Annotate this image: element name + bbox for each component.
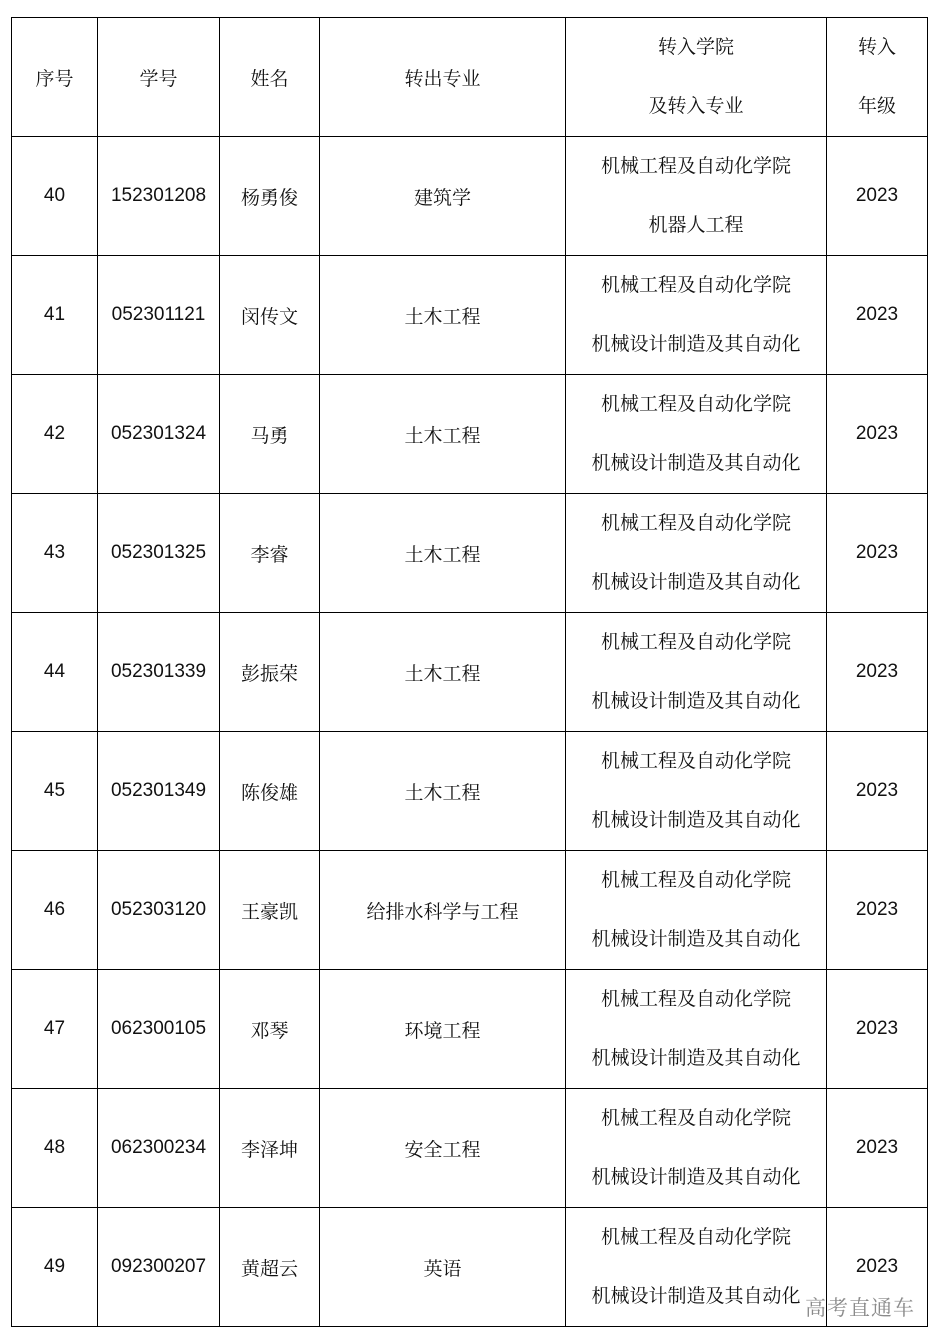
cell-name: 李睿 <box>220 494 320 613</box>
cell-student-id: 152301208 <box>98 137 220 256</box>
cell-to-major: 机械设计制造及其自动化 <box>591 571 801 593</box>
cell-name: 黄超云 <box>220 1208 320 1327</box>
cell-grade: 2023 <box>827 137 928 256</box>
cell-to-major: 机器人工程 <box>648 214 744 236</box>
cell-name: 邓琴 <box>220 970 320 1089</box>
cell-name: 闵传文 <box>220 256 320 375</box>
cell-seq: 41 <box>12 256 98 375</box>
cell-seq: 44 <box>12 613 98 732</box>
cell-grade: 2023 <box>827 375 928 494</box>
cell-to-major: 机械设计制造及其自动化 <box>591 1166 801 1188</box>
cell-from-major: 土木工程 <box>320 613 566 732</box>
table-row <box>12 256 928 375</box>
cell-student-id: 052301121 <box>98 256 220 375</box>
cell-seq: 47 <box>12 970 98 1089</box>
cell-grade: 2023 <box>827 851 928 970</box>
header-seq: 序号 <box>12 18 98 137</box>
cell-student-id: 052301339 <box>98 613 220 732</box>
header-to-college-line1: 转入学院 <box>657 36 734 58</box>
cell-name: 马勇 <box>220 375 320 494</box>
cell-name: 王豪凯 <box>220 851 320 970</box>
cell-seq: 48 <box>12 1089 98 1208</box>
header-grade <box>827 18 928 137</box>
cell-to-college-name: 机械工程及自动化学院 <box>600 274 791 296</box>
header-grade-line2: 年级 <box>857 95 896 117</box>
header-to-college <box>566 18 827 137</box>
cell-seq: 49 <box>12 1208 98 1327</box>
cell-to-college <box>566 732 827 851</box>
table-row <box>12 494 928 613</box>
cell-to-college-name: 机械工程及自动化学院 <box>600 1226 791 1248</box>
cell-student-id: 052301349 <box>98 732 220 851</box>
cell-to-major: 机械设计制造及其自动化 <box>591 1285 801 1307</box>
cell-grade: 2023 <box>827 970 928 1089</box>
cell-from-major: 土木工程 <box>320 494 566 613</box>
cell-grade: 2023 <box>827 494 928 613</box>
cell-to-college-name: 机械工程及自动化学院 <box>600 512 791 534</box>
cell-student-id: 052303120 <box>98 851 220 970</box>
cell-to-college-name: 机械工程及自动化学院 <box>600 393 791 415</box>
cell-to-major: 机械设计制造及其自动化 <box>591 333 801 355</box>
cell-seq: 40 <box>12 137 98 256</box>
cell-to-major: 机械设计制造及其自动化 <box>591 809 801 831</box>
transfer-roster-table <box>11 17 928 1327</box>
cell-seq: 43 <box>12 494 98 613</box>
table-row <box>12 1089 928 1208</box>
cell-name: 陈俊雄 <box>220 732 320 851</box>
cell-to-college <box>566 375 827 494</box>
cell-student-id: 052301325 <box>98 494 220 613</box>
table-row <box>12 137 928 256</box>
table-row <box>12 1208 928 1327</box>
cell-to-major: 机械设计制造及其自动化 <box>591 928 801 950</box>
cell-from-major: 土木工程 <box>320 256 566 375</box>
cell-grade: 2023 <box>827 613 928 732</box>
header-from-major: 转出专业 <box>320 18 566 137</box>
cell-to-college <box>566 1208 827 1327</box>
cell-to-college-name: 机械工程及自动化学院 <box>600 750 791 772</box>
cell-to-college <box>566 256 827 375</box>
header-grade-line1: 转入 <box>857 36 896 58</box>
cell-from-major: 土木工程 <box>320 375 566 494</box>
cell-to-college <box>566 851 827 970</box>
cell-to-college <box>566 494 827 613</box>
cell-to-college-name: 机械工程及自动化学院 <box>600 1107 791 1129</box>
cell-to-major: 机械设计制造及其自动化 <box>591 690 801 712</box>
cell-to-college <box>566 613 827 732</box>
cell-name: 杨勇俊 <box>220 137 320 256</box>
table-row <box>12 970 928 1089</box>
header-name: 姓名 <box>220 18 320 137</box>
cell-to-college <box>566 137 827 256</box>
cell-grade: 2023 <box>827 732 928 851</box>
cell-from-major: 土木工程 <box>320 732 566 851</box>
cell-from-major: 环境工程 <box>320 970 566 1089</box>
watermark-text: 高考直通车 <box>805 1296 915 1320</box>
table-row <box>12 732 928 851</box>
cell-to-college-name: 机械工程及自动化学院 <box>600 869 791 891</box>
cell-student-id: 062300105 <box>98 970 220 1089</box>
cell-to-college-name: 机械工程及自动化学院 <box>600 988 791 1010</box>
cell-from-major: 建筑学 <box>320 137 566 256</box>
cell-name: 李泽坤 <box>220 1089 320 1208</box>
cell-student-id: 062300234 <box>98 1089 220 1208</box>
header-to-college-line2: 及转入专业 <box>648 95 744 117</box>
cell-seq: 46 <box>12 851 98 970</box>
table-row <box>12 613 928 732</box>
cell-grade: 2023 <box>827 1208 928 1327</box>
cell-to-major: 机械设计制造及其自动化 <box>591 1047 801 1069</box>
cell-grade: 2023 <box>827 256 928 375</box>
cell-from-major: 安全工程 <box>320 1089 566 1208</box>
cell-seq: 45 <box>12 732 98 851</box>
cell-grade: 2023 <box>827 1089 928 1208</box>
cell-student-id: 052301324 <box>98 375 220 494</box>
cell-seq: 42 <box>12 375 98 494</box>
cell-to-major: 机械设计制造及其自动化 <box>591 452 801 474</box>
header-row <box>12 18 928 137</box>
table-row <box>12 375 928 494</box>
cell-to-college <box>566 970 827 1089</box>
header-student-id: 学号 <box>98 18 220 137</box>
cell-from-major: 英语 <box>320 1208 566 1327</box>
cell-to-college <box>566 1089 827 1208</box>
cell-student-id: 092300207 <box>98 1208 220 1327</box>
cell-name: 彭振荣 <box>220 613 320 732</box>
table-row <box>12 851 928 970</box>
cell-to-college-name: 机械工程及自动化学院 <box>600 631 791 653</box>
cell-from-major: 给排水科学与工程 <box>320 851 566 970</box>
cell-to-college-name: 机械工程及自动化学院 <box>600 155 791 177</box>
